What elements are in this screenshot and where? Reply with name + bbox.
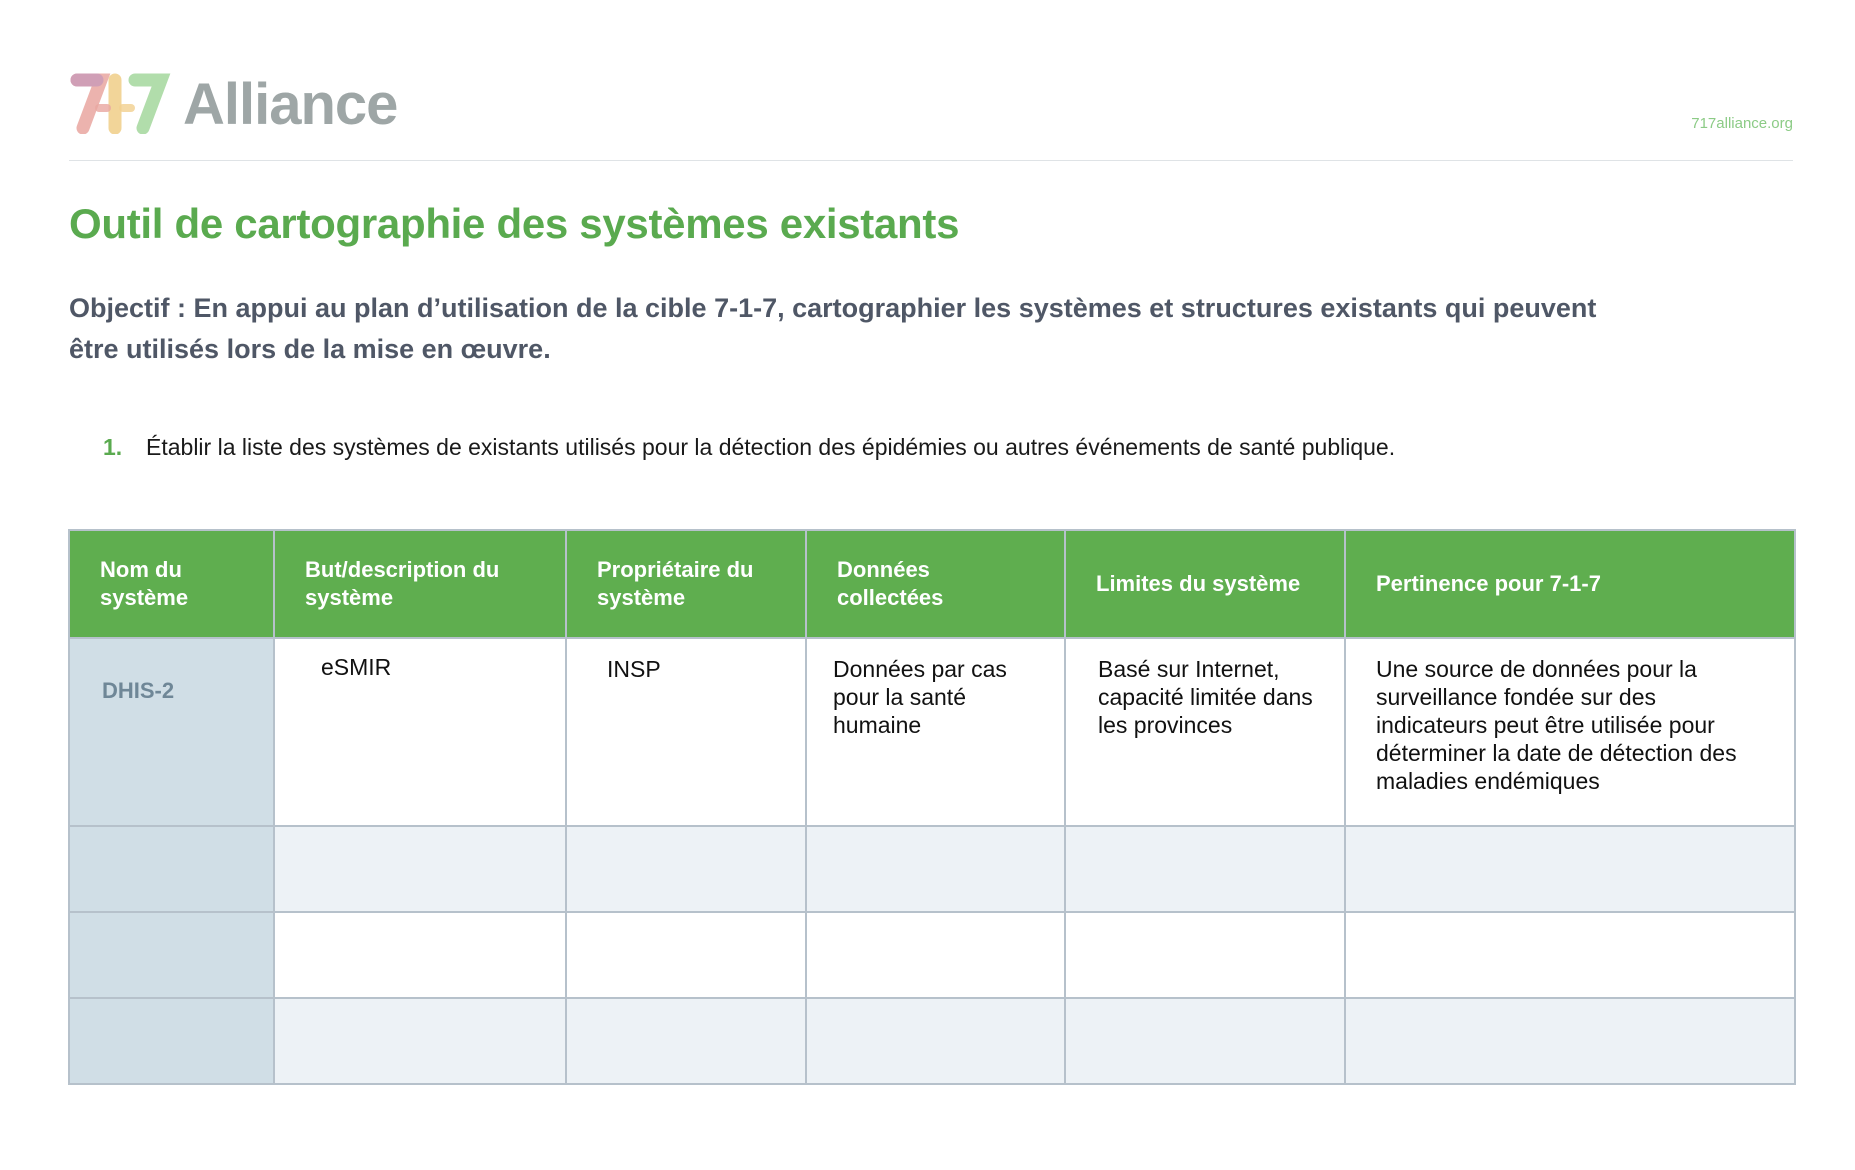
column-header: Nom du système: [69, 530, 274, 638]
page-header: [69, 72, 1793, 160]
cell-text: [1066, 999, 1344, 1023]
step-item: [103, 434, 1395, 461]
column-header: Propriétaire du système: [566, 530, 806, 638]
table-cell[interactable]: [69, 998, 274, 1084]
table-cell[interactable]: [1065, 826, 1345, 912]
table-cell[interactable]: [566, 638, 806, 826]
site-link[interactable]: 717alliance.org: [1691, 115, 1793, 132]
cell-text: [567, 827, 805, 851]
cell-text: [1066, 913, 1344, 937]
cell-text: [807, 827, 1064, 851]
table-cell[interactable]: [566, 912, 806, 998]
table-cell[interactable]: [566, 998, 806, 1084]
table-cell[interactable]: [806, 826, 1065, 912]
step-number: 1.: [103, 434, 123, 460]
objective-text: Objectif : En appui au plan d’utilisation de la cible 7-1-7, cartographier les systèmes et structures existants qui peuvent être utilisés lors de la mise en œuvre.: [69, 293, 1597, 364]
cell-text: [70, 827, 273, 865]
column-header: Pertinence pour 7-1-7: [1345, 530, 1795, 638]
cell-text: [1346, 913, 1794, 937]
table-cell[interactable]: [566, 826, 806, 912]
table-cell[interactable]: [1345, 998, 1795, 1084]
logo-brand-text: Alliance: [183, 72, 398, 137]
cell-text: [275, 827, 565, 851]
cell-text: [567, 913, 805, 937]
table-cell[interactable]: [1345, 638, 1795, 826]
cell-text: Données par cas pour la santé humaine: [833, 656, 1007, 738]
cell-text: INSP: [607, 656, 661, 682]
step-text: Établir la liste des systèmes de existants utilisés pour la détection des épidémies ou autres événements de santé publique.: [146, 434, 1396, 460]
table-cell[interactable]: [1065, 998, 1345, 1084]
cell-text: Basé sur Internet, capacité limitée dans les provinces: [1098, 656, 1313, 738]
table-cell[interactable]: [806, 638, 1065, 826]
page-title: Outil de cartographie des systèmes existants: [69, 200, 960, 247]
table-row: [69, 912, 1795, 998]
table-row: [69, 998, 1795, 1084]
table-cell[interactable]: [1345, 826, 1795, 912]
cell-text: [1066, 827, 1344, 851]
table-cell[interactable]: [274, 998, 566, 1084]
table-cell[interactable]: [1065, 912, 1345, 998]
table-cell[interactable]: [274, 638, 566, 826]
systems-table: [68, 529, 1796, 1085]
cell-text: [70, 913, 273, 951]
column-header: Données collectées: [806, 530, 1065, 638]
cell-text: [275, 913, 565, 937]
table-row: [69, 826, 1795, 912]
table-header-row: [69, 530, 1795, 638]
table-cell[interactable]: [806, 998, 1065, 1084]
cell-text: eSMIR: [321, 654, 392, 680]
table-cell[interactable]: [806, 912, 1065, 998]
table-row: [69, 638, 1795, 826]
cell-text: [1346, 827, 1794, 851]
table-cell[interactable]: [274, 912, 566, 998]
cell-text: [70, 999, 273, 1037]
cell-text: [275, 999, 565, 1023]
column-header: Limites du système: [1065, 530, 1345, 638]
alliance-logo: [69, 72, 398, 137]
column-header: But/description du système: [274, 530, 566, 638]
table-cell[interactable]: [274, 826, 566, 912]
table-cell[interactable]: [1345, 912, 1795, 998]
cell-text: [807, 999, 1064, 1023]
cell-text: Une source de données pour la surveillance fondée sur des indicateurs peut être utilisée pour déterminer la date de détection des maladies endémiques: [1376, 656, 1737, 794]
table-cell[interactable]: [69, 912, 274, 998]
logo-mark-icon: [69, 72, 189, 134]
table-cell[interactable]: [1065, 638, 1345, 826]
cell-text: DHIS-2: [102, 678, 175, 703]
cell-text: [567, 999, 805, 1023]
table-cell[interactable]: [69, 826, 274, 912]
cell-text: [1346, 999, 1794, 1023]
table-cell[interactable]: [69, 638, 274, 826]
header-divider: [69, 160, 1793, 161]
cell-text: [807, 913, 1064, 937]
